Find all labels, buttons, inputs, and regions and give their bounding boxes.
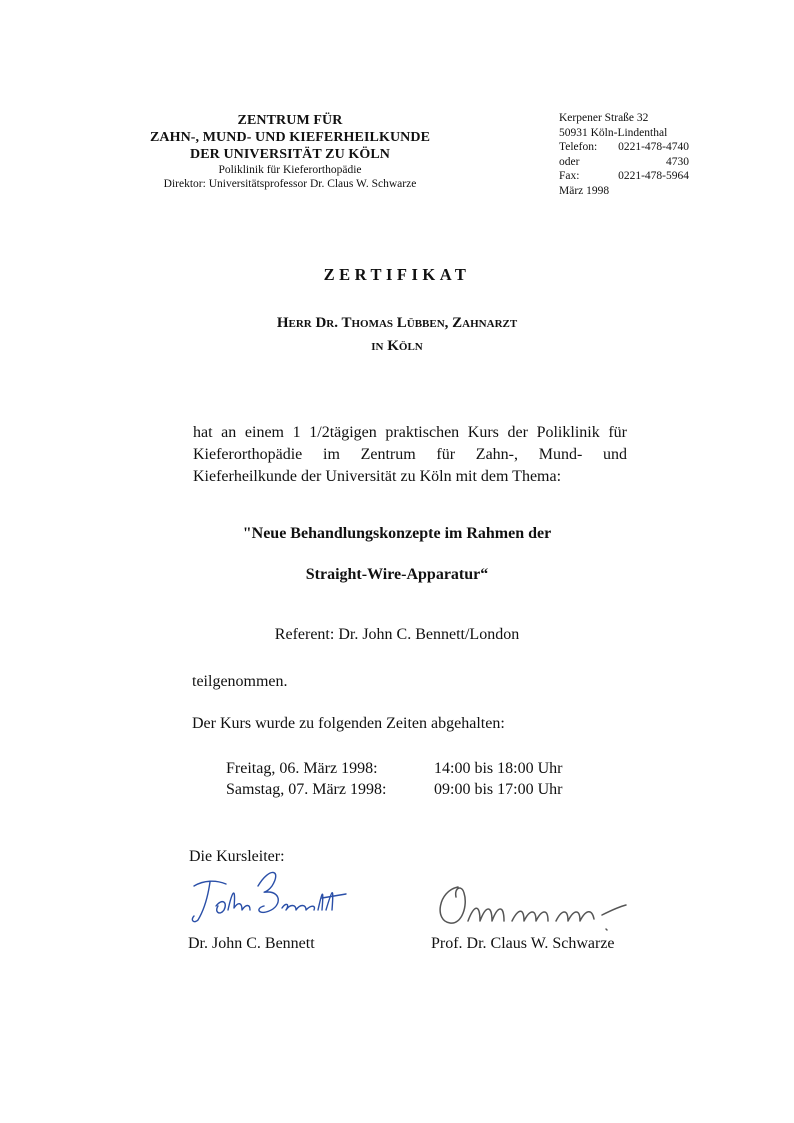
signatures-heading: Die Kursleiter:: [189, 848, 285, 865]
participated-text: teilgenommen.: [192, 673, 288, 690]
address-street: Kerpener Straße 32: [559, 112, 649, 124]
phone-row: [559, 140, 689, 155]
fax-label: Fax:: [559, 170, 580, 183]
phone-label: Telefon:: [559, 141, 598, 154]
schedule-time: 14:00 bis 18:00 Uhr: [434, 760, 563, 777]
phone-alt-number: 4730: [666, 155, 689, 168]
signature-schwarze: [428, 875, 638, 935]
letterhead-contact: [559, 111, 689, 199]
recipient-name: Herr Dr. Thomas Lübben, Zahnarzt: [276, 315, 518, 331]
recipient: [0, 312, 794, 358]
course-times-intro: Der Kurs wurde zu folgenden Zeiten abgehalten:: [192, 715, 505, 732]
certificate-title: ZERTIFIKAT: [323, 265, 471, 284]
recipient-city: in Köln: [371, 338, 423, 354]
body-paragraph: hat an einem 1 1/2tägigen praktischen Kurs der Poliklinik für Kieferorthopädie im Zentrum für Zahn-, Mund- und Kieferheilkunde der Universität zu Köln mit dem Thema:: [193, 424, 627, 485]
phone-alt-label: oder: [559, 155, 580, 168]
schedule-time: 09:00 bis 17:00 Uhr: [434, 781, 563, 798]
course-topic-line-1: "Neue Behandlungskonzepte im Rahmen der: [242, 525, 552, 542]
signatory-name-bennett: Dr. John C. Bennett: [188, 935, 315, 952]
institution-line-1: ZENTRUM FÜR: [237, 113, 343, 128]
address-city: 50931 Köln-Lindenthal: [559, 126, 668, 139]
director: Direktor: Universitätsprofessor Dr. Claus W. Schwarze: [163, 178, 417, 190]
signature-bennett: [186, 862, 356, 932]
institution-line-3: DER UNIVERSITÄT ZU KÖLN: [189, 147, 391, 162]
referent: Referent: Dr. John C. Bennett/London: [274, 626, 520, 643]
fax-row: [559, 169, 689, 184]
phone-number: 0221-478-4740: [618, 141, 689, 154]
schedule-day: Samstag, 07. März 1998:: [226, 781, 387, 798]
institution-line-2: ZAHN-, MUND- UND KIEFERHEILKUNDE: [149, 130, 431, 145]
fax-number: 0221-478-5964: [618, 170, 689, 183]
department: Poliklinik für Kieferorthopädie: [218, 164, 362, 176]
letterhead-institution: [140, 112, 440, 191]
phone-alt-row: [559, 155, 689, 170]
letter-date: März 1998: [559, 184, 610, 197]
schedule-day: Freitag, 06. März 1998:: [226, 760, 378, 777]
course-topic-line-2: Straight-Wire-Apparatur“: [305, 566, 489, 583]
signatory-name-schwarze: Prof. Dr. Claus W. Schwarze: [431, 935, 615, 952]
